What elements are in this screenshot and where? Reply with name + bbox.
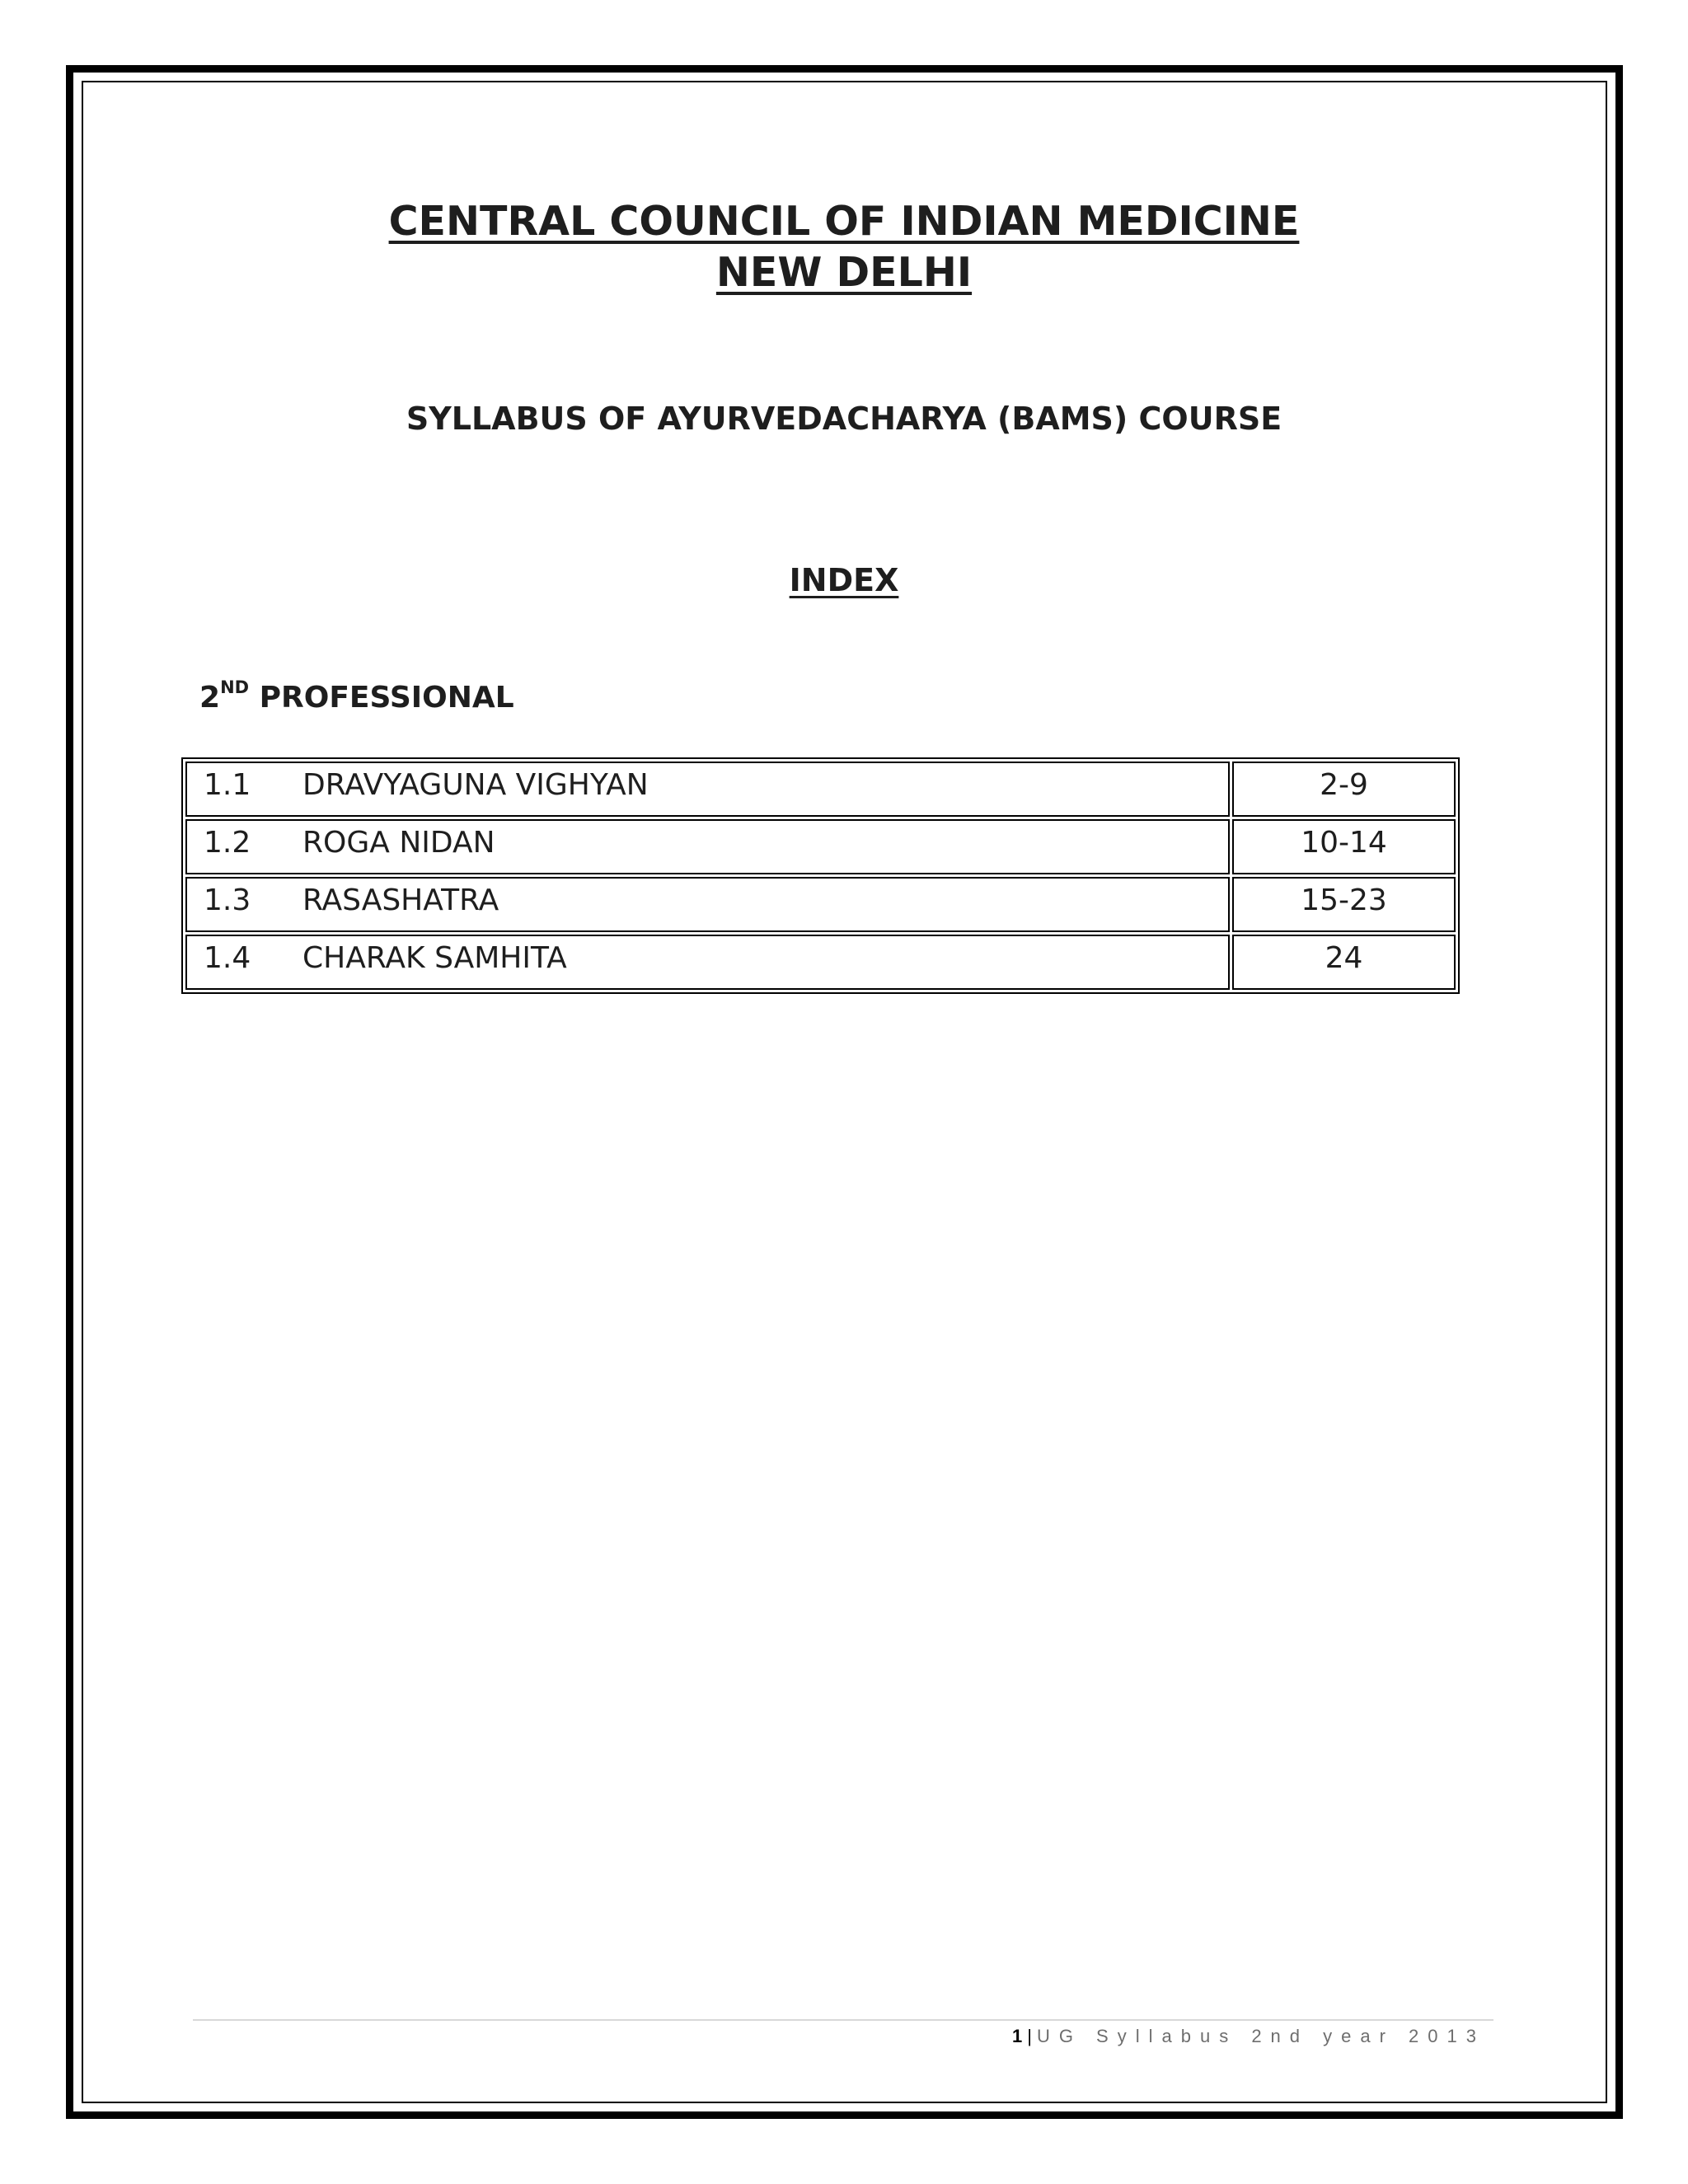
index-heading: INDEX [789,562,899,598]
table-row [185,819,1456,874]
topic-cell [185,877,1230,932]
page-footer [1012,2026,1485,2047]
council-title: CENTRAL COUNCIL OF INDIAN MEDICINE [388,198,1300,245]
item-number: 1.1 [204,768,251,802]
item-topic: CHARAK SAMHITA [302,941,567,975]
syllabus-subtitle: SYLLABUS OF AYURVEDACHARYA (BAMS) COURSE [406,401,1282,437]
pages-cell [1232,762,1456,817]
item-topic: DRAVYAGUNA VIGHYAN [302,768,649,802]
topic-cell [185,819,1230,874]
table-row [185,877,1456,932]
page-border-outer [66,65,1623,2119]
pages-cell [1232,877,1456,932]
item-pages: 10-14 [1301,826,1387,860]
footer-separator: | [1027,2026,1032,2046]
footer-divider [193,2019,1493,2021]
item-pages: 24 [1325,941,1363,975]
topic-cell [185,935,1230,990]
item-topic: RASASHATRA [302,883,499,917]
topic-cell [185,762,1230,817]
footer-running-text: UG Syllabus 2nd year 2013 [1036,2026,1485,2046]
council-location: NEW DELHI [715,249,973,296]
item-pages: 2-9 [1320,768,1368,802]
page-number: 1 [1011,2026,1023,2046]
section-label: PROFESSIONAL [249,681,514,715]
section-heading [199,677,514,715]
section-superscript: ND [220,677,250,697]
item-number: 1.2 [204,826,251,860]
pages-cell [1232,935,1456,990]
index-table [181,757,1460,994]
item-pages: 15-23 [1301,883,1387,917]
item-topic: ROGA NIDAN [302,826,495,860]
pages-cell [1232,819,1456,874]
item-number: 1.4 [204,941,251,975]
table-row [185,762,1456,817]
section-number: 2 [199,681,221,715]
table-row [185,935,1456,990]
page-border-inner [82,81,1607,2103]
item-number: 1.3 [204,883,251,917]
